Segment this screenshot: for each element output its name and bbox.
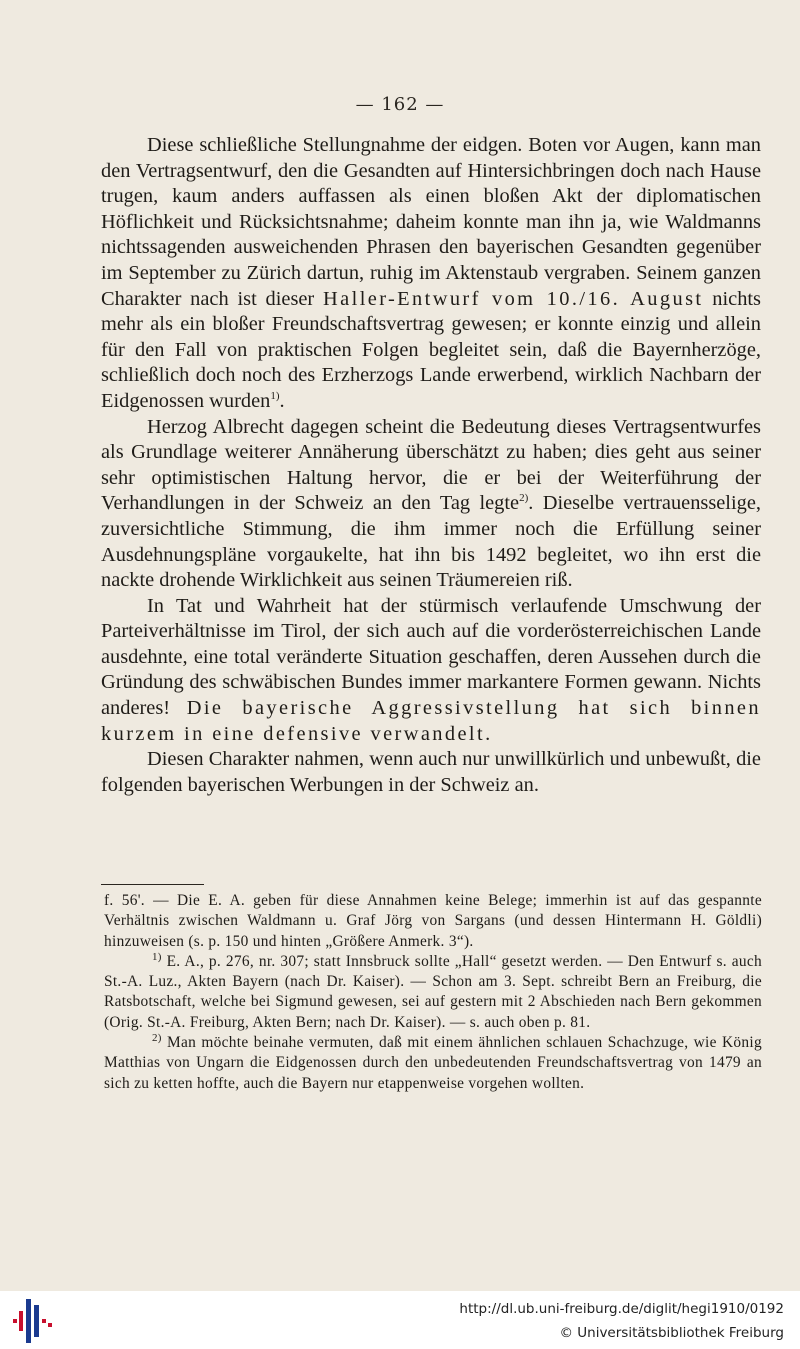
paragraph-1-text-a: Diese schließliche Stellungnahme der eidgen. Boten vor Augen, kann man den Vertragsentwurf, den die Gesandten auf Hintersichbringen doch nach Hause trugen, kaum anders auffassen als einen bloßen Akt der diplomatischen Höflichkeit und Rücksichtsnahme; daheim konnte man ihn ja, wie Waldmanns nichtssagenden ausweichenden Phrasen den bayerischen Gesandten gegenüber im September zu Zürich dartun, ruhig im Aktenstaub vergraben. Seinem ganzen Charakter nach ist dieser bbox=[101, 134, 761, 310]
footnote-continuation: f. 56'. — Die E. A. geben für diese Annahmen keine Belege; immerhin ist auf das gespannte Verhältnis zwischen Waldmann u. Graf Jörg von Sargans (und dessen Hintermann H. Göldli) hinzuweisen (s. p. 150 und hinten „Größere Anmerk. 3“). bbox=[104, 892, 762, 950]
footnote-ref-2: 2) bbox=[519, 492, 529, 505]
paragraph-3 bbox=[101, 594, 761, 748]
footnote-2-text: Man möchte beinahe vermuten, daß mit einem ähnlichen schlauen Schachzuge, wie König Matthias von Ungarn die Eidgenossen durch den unbedeutenden Freundschaftsvertrag von 1479 an sich zu ketten hoffte, auch die Bayern nur etappenweise vorgehen wollten. bbox=[104, 1034, 762, 1092]
paragraph-2-text-b: . Dieselbe vertrauensselige, zuversichtliche Stimmung, die ihm immer noch die Erfüllung seiner Ausdehnungspläne vorgaukelte, hat ihn bis 1492 begleitet, wo ihn erst die nackte drohende Wirklichkeit aus seinen Träumereien riß. bbox=[101, 492, 761, 592]
footnote-1-mark: 1) bbox=[152, 950, 162, 963]
paragraph-4: Diesen Charakter nahmen, wenn auch nur unwillkürlich und unbewußt, die folgenden bayerischen Werbungen in der Schweiz an. bbox=[101, 748, 761, 796]
main-text bbox=[101, 133, 761, 798]
footnote-rule bbox=[101, 884, 204, 885]
ub-freiburg-logo-icon bbox=[10, 1299, 54, 1343]
footnote-1-text: E. A., p. 276, nr. 307; statt Innsbruck sollte „Hall“ gesetzt werden. — Den Entwurf s. auch St.-A. Luz., Akten Bayern (nach Dr. Kaiser). — Schon am 3. Sept. schreibt Bern an Freiburg, die Ratsbotschaft, welche bei Sigmund gewesen, sei auf gestern mit 2 Abschieden nach Bern gekommen (Orig. St.-A. Freiburg, Akten Bern; nach Dr. Kaiser). — s. auch oben p. 81. bbox=[104, 952, 762, 1031]
paragraph-3-text-a: In Tat und Wahrheit hat der stürmisch verlaufende Umschwung der Parteiverhältnisse im Tirol, der sich auch auf die vorderösterreichischen Lande ausdehnte, eine total veränderte Situation geschaffen, deren Aussehen durch die Gründung des schwäbischen Bundes immer markantere Formen gewann. Nichts anderes! bbox=[101, 594, 761, 720]
footnotes bbox=[104, 891, 762, 1094]
paragraph-3-emphasis: Die bayerische Aggressivstellung hat sich binnen kurzem in eine defensive verwandelt. bbox=[101, 697, 761, 745]
paragraph-2-text-a: Herzog Albrecht dagegen scheint die Bedeutung dieses Vertragsentwurfes als Grundlage weiterer Annäherung überschätzt zu haben; dies geht aus seiner sehr optimistischen Haltung hervor, die er bei der Weiterführung der Verhandlungen in der Schweiz an den Tag legte bbox=[101, 415, 761, 515]
footnote-2-mark: 2) bbox=[152, 1031, 162, 1044]
permalink-url[interactable]: http://dl.ub.uni-freiburg.de/diglit/hegi1910/0192 bbox=[459, 1301, 784, 1317]
paragraph-1 bbox=[101, 133, 761, 415]
page-number: — 162 — bbox=[355, 94, 445, 115]
viewer-footer bbox=[0, 1291, 800, 1349]
copyright-notice: © Universitätsbibliothek Freiburg bbox=[559, 1325, 784, 1341]
footnote-1 bbox=[104, 952, 762, 1033]
paragraph-1-text-b: nichts mehr als ein bloßer Freundschaftsvertrag gewesen; er konnte einzig und allein für den Fall von praktischen Folgen begleitet sein, daß die Bayernherzöge, schließlich doch noch des Erzherzogs Lande erwerbend, wirklich Nachbarn der Eidgenossen wurden bbox=[101, 287, 761, 412]
paragraph-2 bbox=[101, 415, 761, 594]
footnote-2 bbox=[104, 1033, 762, 1094]
paragraph-1-emphasis: Haller-Entwurf vom 10./16. August bbox=[323, 287, 704, 310]
footnote-ref-1: 1) bbox=[270, 390, 280, 403]
paragraph-1-end: . bbox=[279, 389, 285, 412]
